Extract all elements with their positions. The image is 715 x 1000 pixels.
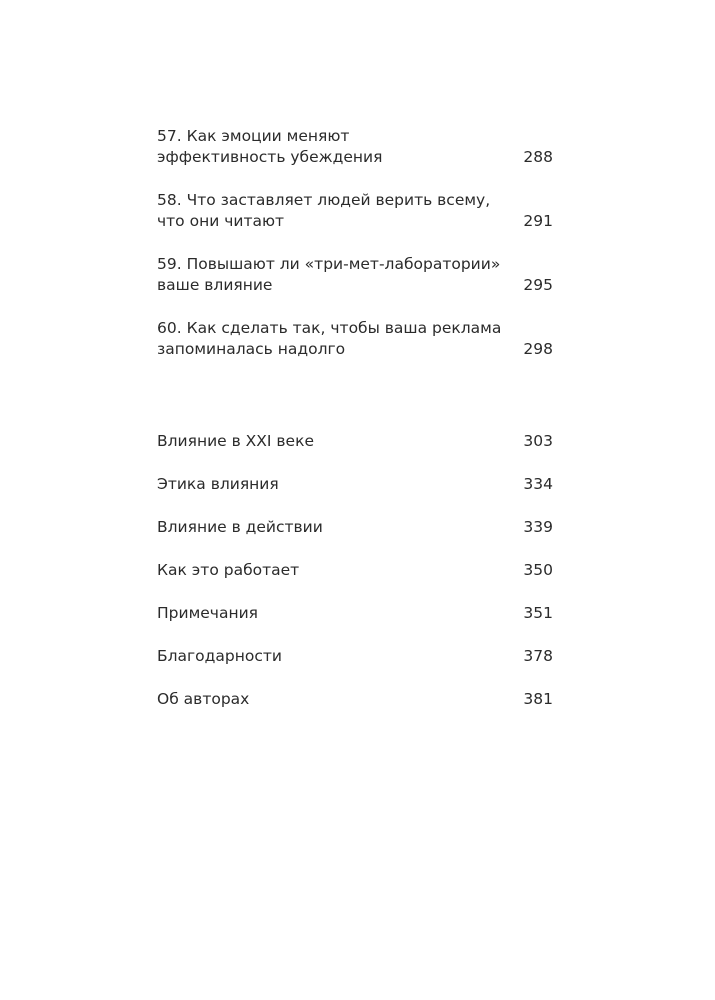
toc-entry-how-it-works[interactable] xyxy=(157,560,553,581)
toc-entry-title: Как это работает xyxy=(157,561,300,579)
toc-entry-influence-21st-century[interactable] xyxy=(157,431,553,452)
toc-entry-title: Влияние в XXI веке xyxy=(157,432,314,450)
toc-entry-page-number: 351 xyxy=(523,604,553,622)
toc-entry-chapter-58[interactable] xyxy=(157,190,553,232)
toc-entry-acknowledgements[interactable] xyxy=(157,646,553,667)
toc-entry-page-number: 378 xyxy=(523,647,553,665)
toc-entry-about-authors[interactable] xyxy=(157,689,553,710)
toc-entry-chapter-57[interactable] xyxy=(157,126,553,168)
toc-entry-page-number: 339 xyxy=(523,518,553,536)
section-spacer xyxy=(157,382,553,431)
toc-entry-chapter-60[interactable] xyxy=(157,318,553,360)
toc-entry-page-number: 334 xyxy=(523,475,553,493)
toc-entry-chapter-59[interactable] xyxy=(157,254,553,296)
toc-entry-title: Об авторах xyxy=(157,690,250,708)
toc-entry-title: 59. Повышают ли «три-мет-лаборатории» ваше влияние xyxy=(157,255,501,294)
toc-entry-title: Благодарности xyxy=(157,647,282,665)
toc-entry-page-number: 350 xyxy=(523,561,553,579)
toc-entry-page-number: 291 xyxy=(523,212,553,230)
toc-entry-title: 58. Что заставляет людей верить всему, что они читают xyxy=(157,191,491,230)
toc-entry-page-number: 303 xyxy=(523,432,553,450)
toc-entry-ethics-of-influence[interactable] xyxy=(157,474,553,495)
toc-entry-page-number: 298 xyxy=(523,340,553,358)
toc-entry-title: Влияние в действии xyxy=(157,518,323,536)
toc-entry-notes[interactable] xyxy=(157,603,553,624)
toc-entry-title: 57. Как эмоции меняют эффективность убеждения xyxy=(157,127,383,166)
toc-entry-title: Этика влияния xyxy=(157,475,279,493)
toc-entry-title: 60. Как сделать так, чтобы ваша реклама запоминалась надолго xyxy=(157,319,502,358)
toc-entry-page-number: 381 xyxy=(523,690,553,708)
table-of-contents xyxy=(157,126,553,732)
toc-entry-title: Примечания xyxy=(157,604,258,622)
toc-entry-page-number: 288 xyxy=(523,148,553,166)
toc-entry-influence-in-action[interactable] xyxy=(157,517,553,538)
toc-entry-page-number: 295 xyxy=(523,276,553,294)
